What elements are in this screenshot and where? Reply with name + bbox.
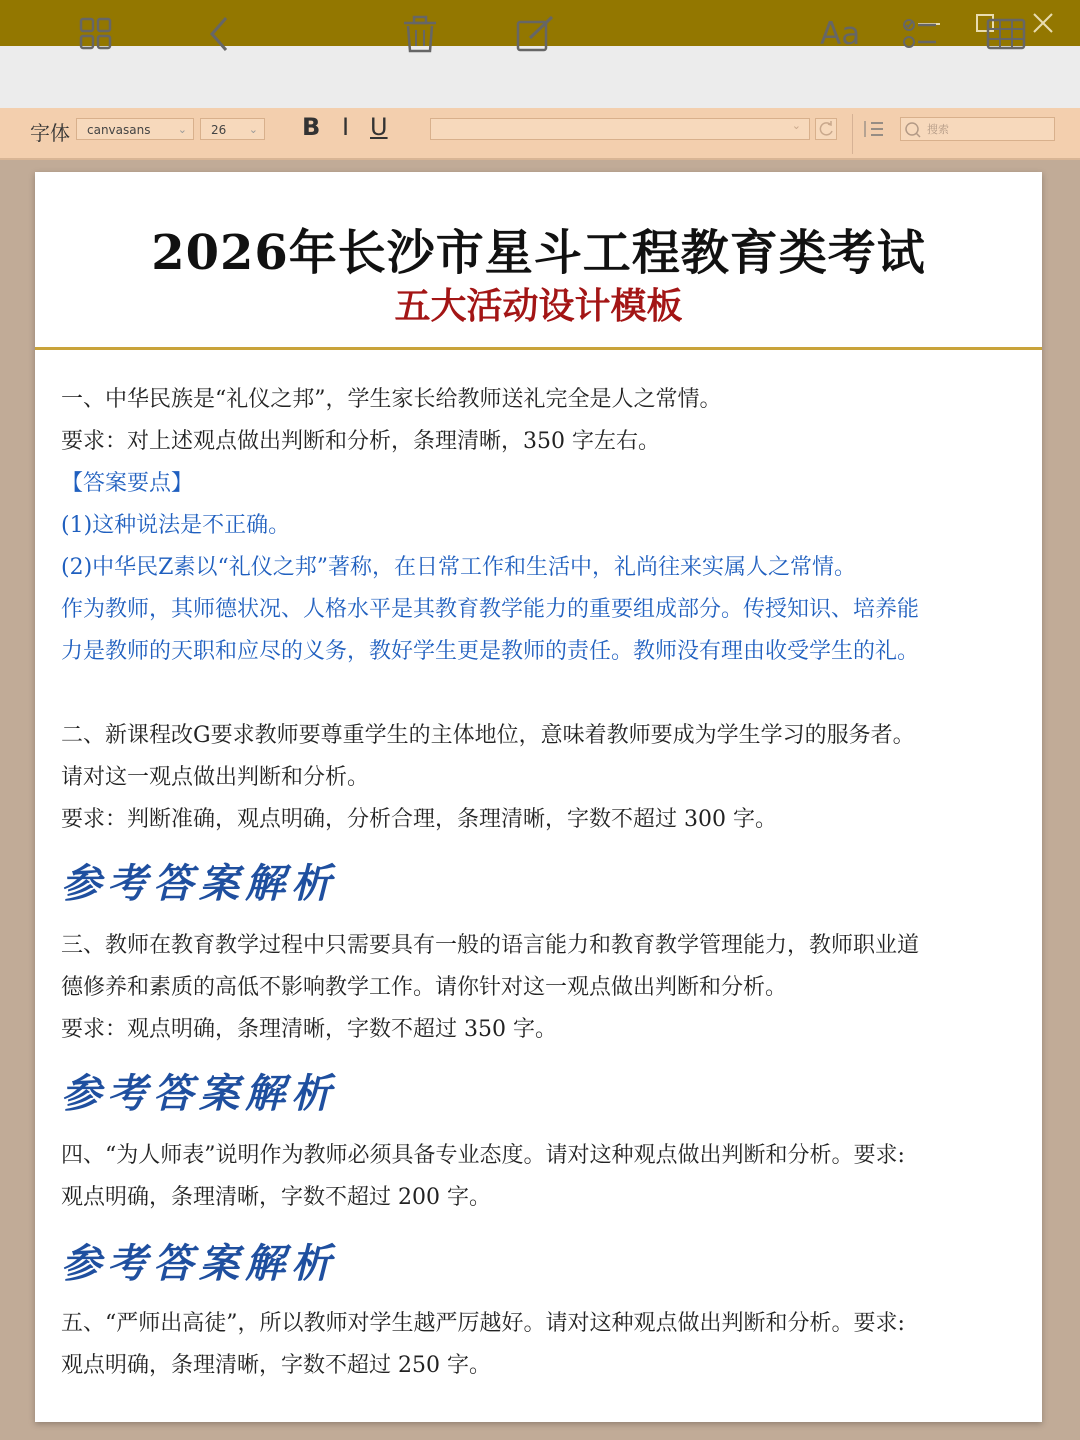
trash-icon[interactable] xyxy=(400,14,440,54)
font-family-select[interactable] xyxy=(76,118,194,140)
reference-answer-heading: 参考答案解析 xyxy=(61,860,337,907)
checklist-icon[interactable] xyxy=(900,14,940,54)
q1-answer-3: 作为教师，其师德状况、人格水平是其教育教学能力的重要组成部分。传授知识、培养能 xyxy=(61,597,920,622)
chevron-down-icon: ⌄ xyxy=(177,123,187,136)
bold-button[interactable]: B xyxy=(302,113,321,141)
edit-icon[interactable] xyxy=(515,14,555,54)
reference-answer-heading: 参考答案解析 xyxy=(61,1240,337,1287)
font-size-button[interactable]: Aa xyxy=(820,16,861,52)
reference-answer-heading: 参考答案解析 xyxy=(61,1070,337,1117)
q2-question-cont: 请对这一观点做出判断和分析。 xyxy=(61,765,370,790)
q2-question: 二、新课程改G要求教师要尊重学生的主体地位，意味着教师要成为学生学习的服务者。 xyxy=(61,723,915,748)
q1-answer-4: 力是教师的天职和应尽的义务，教好学生更是教师的责任。教师没有理由收受学生的礼。 xyxy=(61,639,920,664)
q2-requirement: 要求：判断准确，观点明确，分析合理，条理清晰，字数不超过 300 字。 xyxy=(61,807,777,832)
style-select[interactable] xyxy=(430,118,810,140)
document-page[interactable] xyxy=(35,172,1042,1422)
search-icon xyxy=(904,121,922,139)
q3-question-cont: 德修养和素质的高低不影响教学工作。请你针对这一观点做出判断和分析。 xyxy=(61,975,788,1000)
q1-answer-header: 【答案要点】 xyxy=(61,471,194,496)
q5-question: 五、“严师出高徒”，所以教师对学生越严厉越好。请对这种观点做出判断和分析。要求: xyxy=(61,1311,905,1336)
refresh-icon[interactable] xyxy=(815,118,837,140)
q1-requirement: 要求：对上述观点做出判断和分析，条理清晰，350 字左右。 xyxy=(61,429,660,454)
font-size-select[interactable] xyxy=(200,118,265,140)
q4-question: 四、“为人师表”说明作为教师必须具备专业态度。请对这种观点做出判断和分析。要求: xyxy=(61,1143,905,1168)
chevron-down-icon: ⌄ xyxy=(248,123,258,136)
font-label: 字体 xyxy=(30,121,70,145)
q3-question: 三、教师在教育教学过程中只需要具有一般的语言能力和教育教学管理能力，教师职业道 xyxy=(61,933,920,958)
chevron-down-icon: ⌄ xyxy=(791,119,801,132)
underline-button[interactable]: U xyxy=(370,113,388,141)
grid-view-icon[interactable] xyxy=(76,14,116,54)
q3-requirement: 要求：观点明确，条理清晰，字数不超过 350 字。 xyxy=(61,1017,557,1042)
search-input[interactable] xyxy=(900,117,1055,141)
title-divider xyxy=(35,347,1042,350)
q1-answer-2: (2)中华民Z素以“礼仪之邦”著称，在日常工作和生活中，礼尚往来实属人之常情。 xyxy=(61,555,856,580)
font-size-value: 26 xyxy=(211,123,227,137)
q5-requirement: 观点明确，条理清晰，字数不超过 250 字。 xyxy=(61,1353,491,1378)
main-toolbar xyxy=(0,46,1080,108)
toolbar-divider xyxy=(852,114,853,154)
close-icon[interactable] xyxy=(1028,8,1058,38)
q1-question: 一、中华民族是“礼仪之邦”，学生家长给教师送礼完全是人之常情。 xyxy=(61,387,722,412)
back-arrow-icon[interactable] xyxy=(200,14,240,54)
font-family-value: canvasans xyxy=(87,123,151,137)
search-placeholder: 搜索 xyxy=(927,123,949,136)
q1-answer-1: (1)这种说法是不正确。 xyxy=(61,513,291,538)
numbered-list-icon[interactable] xyxy=(863,118,885,140)
italic-button[interactable]: I xyxy=(342,113,350,141)
table-icon[interactable] xyxy=(986,14,1026,54)
document-title: 2026年长沙市星斗工程教育类考试 xyxy=(151,225,926,281)
q4-requirement: 观点明确，条理清晰，字数不超过 200 字。 xyxy=(61,1185,491,1210)
document-subtitle: 五大活动设计模板 xyxy=(394,285,683,327)
